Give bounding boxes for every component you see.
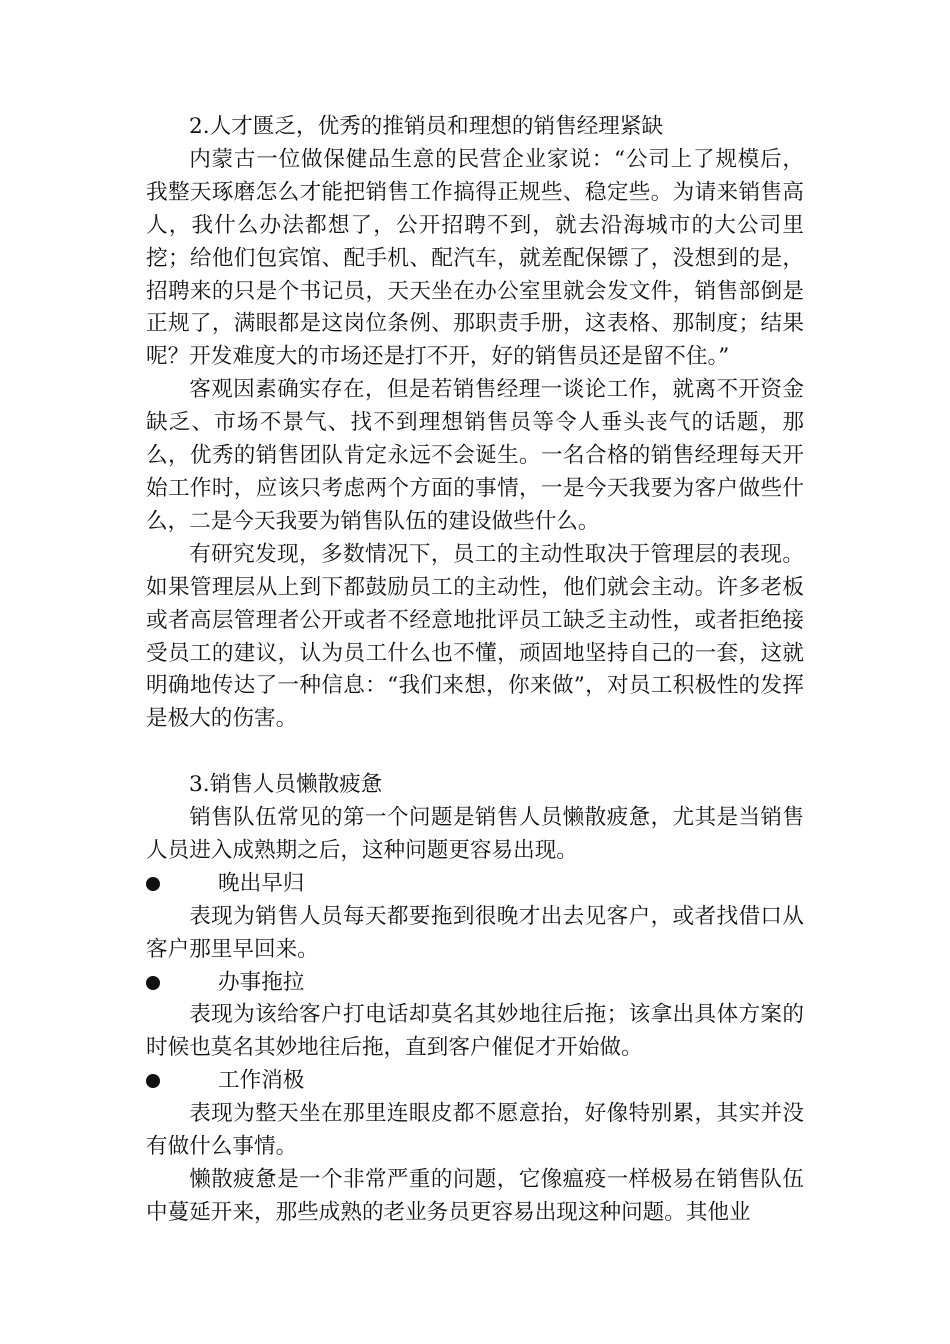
section-spacer bbox=[146, 736, 804, 769]
bullet-description-2: 表现为该给客户打电话却莫名其妙地往后拖；该拿出具体方案的时候也莫名其妙地往后拖，直到客户催促才开始做。 bbox=[146, 1002, 804, 1061]
bullet-item-2 bbox=[146, 967, 804, 1000]
bullet-description-1: 表现为销售人员每天都要拖到很晚才出去见客户，或者找借口从客户那里早回来。 bbox=[146, 903, 804, 962]
section-3-heading: 3.销售人员懒散疲惫 bbox=[189, 772, 383, 798]
bullet-dot-icon bbox=[146, 976, 160, 990]
bullet-description-3: 表现为整天坐在那里连眼皮都不愿意抬，好像特别累，其实并没有做什么事情。 bbox=[146, 1101, 804, 1160]
document-page bbox=[146, 111, 804, 1230]
section-2-heading: 2.人才匮乏，优秀的推销员和理想的销售经理紧缺 bbox=[189, 114, 664, 139]
bullet-title: 办事拖拉 bbox=[218, 969, 305, 995]
section-3-intro: 销售队伍常见的第一个问题是销售人员懒散疲惫，尤其是当销售人员进入成熟期之后，这种问题更容易出现。 bbox=[146, 805, 804, 863]
bullet-title: 工作消极 bbox=[218, 1068, 305, 1094]
section-3-closing: 懒散疲惫是一个非常严重的问题，它像瘟疫一样极易在销售队伍中蔓延开来，那些成熟的老业务员更容易出现这种问题。其他业 bbox=[146, 1166, 804, 1225]
bullet-title: 晚出早归 bbox=[218, 870, 305, 896]
bullet-item-3 bbox=[146, 1065, 804, 1098]
section-2-paragraph-3: 有研究发现，多数情况下，员工的主动性取决于管理层的表现。如果管理层从上到下都鼓励员工的主动性，他们就会主动。许多老板或者高层管理者公开或者不经意地批评员工缺乏主动性，或者拒绝接受员工的建议，认为员工什么也不懂，顽固地坚持自己的一套，这就明确地传达了一种信息：“我们来想，你来做”，对员工积极性的发挥是极大的伤害。 bbox=[146, 541, 804, 732]
section-2-paragraph-2: 客观因素确实存在，但是若销售经理一谈论工作，就离不开资金缺乏、市场不景气、找不到理想销售员等令人垂头丧气的话题，那么，优秀的销售团队肯定永远不会诞生。一名合格的销售经理每天开始工作时，应该只考虑两个方面的事情，一是今天我要为客户做些什么，二是今天我要为销售队伍的建设做些什么。 bbox=[146, 377, 804, 534]
section-2-paragraph-1: 内蒙古一位做保健品生意的民营企业家说：“公司上了规模后，我整天琢磨怎么才能把销售工作搞得正规些、稳定些。为请来销售高人，我什么办法都想了，公开招聘不到，就去沿海城市的大公司里挖；给他们包宾馆、配手机、配汽车，就差配保镖了，没想到的是，招聘来的只是个书记员，天天坐在办公室里就会发文件，销售部倒是正规了，满眼都是这岗位条例、那职责手册，这表格、那制度；结果呢？开发难度大的市场还是打不开，好的销售员还是留不住。” bbox=[146, 146, 804, 370]
bullet-dot-icon bbox=[146, 1074, 160, 1088]
bullet-dot-icon bbox=[146, 877, 160, 891]
bullet-item-1 bbox=[146, 868, 804, 901]
